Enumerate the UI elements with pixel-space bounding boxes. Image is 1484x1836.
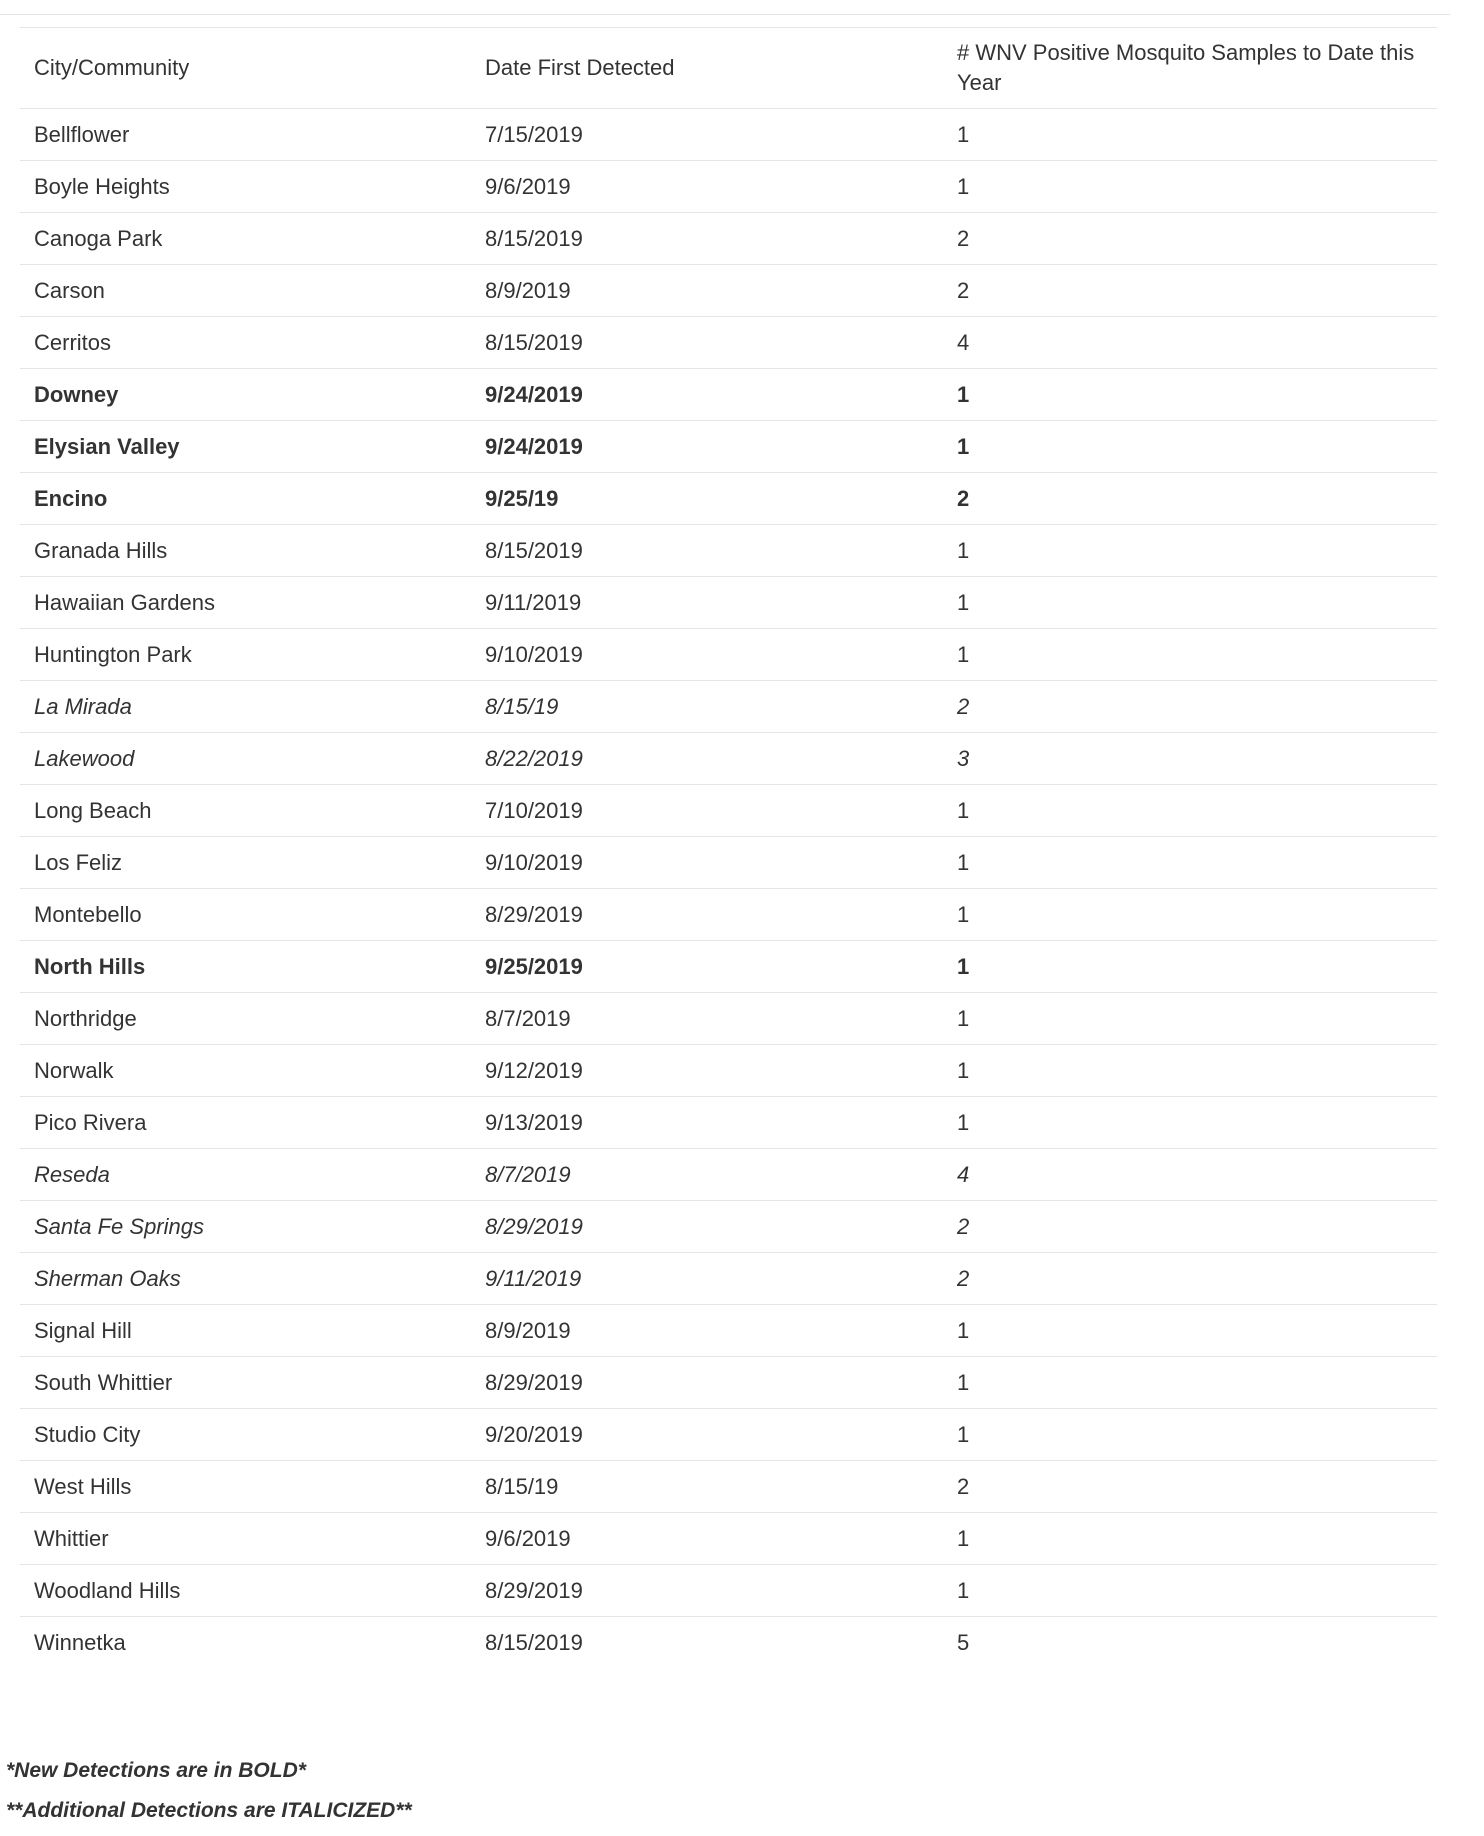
cell-date: 9/25/19: [471, 473, 943, 525]
cell-city: Encino: [20, 473, 471, 525]
cell-sample-count: 3: [943, 733, 1437, 785]
cell-sample-count: 2: [943, 473, 1437, 525]
table-row: [20, 369, 1437, 421]
cell-date: 8/29/2019: [471, 1565, 943, 1617]
table-row: [20, 889, 1437, 941]
cell-city: Hawaiian Gardens: [20, 577, 471, 629]
cell-sample-count: 2: [943, 681, 1437, 733]
cell-date: 9/13/2019: [471, 1097, 943, 1149]
cell-date: 8/22/2019: [471, 733, 943, 785]
cell-date: 9/6/2019: [471, 161, 943, 213]
cell-city: Montebello: [20, 889, 471, 941]
table-row: [20, 317, 1437, 369]
cell-sample-count: 2: [943, 1201, 1437, 1253]
table-row: [20, 1149, 1437, 1201]
cell-date: 8/9/2019: [471, 265, 943, 317]
cell-city: Santa Fe Springs: [20, 1201, 471, 1253]
cell-sample-count: 1: [943, 109, 1437, 161]
cell-date: 9/20/2019: [471, 1409, 943, 1461]
cell-city: Northridge: [20, 993, 471, 1045]
table-row: [20, 1253, 1437, 1305]
table-row: [20, 1305, 1437, 1357]
cell-date: 9/12/2019: [471, 1045, 943, 1097]
cell-date: 7/10/2019: [471, 785, 943, 837]
cell-date: 8/7/2019: [471, 993, 943, 1045]
table-row: [20, 629, 1437, 681]
cell-date: 8/15/19: [471, 681, 943, 733]
bold-legend-note: *New Detections are in BOLD*: [6, 1759, 306, 1782]
cell-sample-count: 1: [943, 993, 1437, 1045]
cell-date: 8/7/2019: [471, 1149, 943, 1201]
cell-date: 8/29/2019: [471, 1357, 943, 1409]
cell-sample-count: 1: [943, 1565, 1437, 1617]
cell-sample-count: 2: [943, 213, 1437, 265]
table-body: [20, 109, 1437, 1669]
cell-sample-count: 1: [943, 577, 1437, 629]
cell-sample-count: 1: [943, 369, 1437, 421]
cell-city: La Mirada: [20, 681, 471, 733]
table-row: [20, 837, 1437, 889]
table-row: [20, 1357, 1437, 1409]
table-row: [20, 941, 1437, 993]
cell-sample-count: 1: [943, 421, 1437, 473]
cell-city: Bellflower: [20, 109, 471, 161]
cell-sample-count: 1: [943, 837, 1437, 889]
cell-sample-count: 1: [943, 1097, 1437, 1149]
cell-date: 7/15/2019: [471, 109, 943, 161]
table-header: [20, 28, 1437, 109]
italic-legend-note: **Additional Detections are ITALICIZED**: [6, 1799, 412, 1822]
cell-sample-count: 4: [943, 1149, 1437, 1201]
cell-city: Whittier: [20, 1513, 471, 1565]
cell-sample-count: 1: [943, 1513, 1437, 1565]
cell-date: 8/15/19: [471, 1461, 943, 1513]
cell-date: 9/25/2019: [471, 941, 943, 993]
cell-sample-count: 1: [943, 1305, 1437, 1357]
cell-city: Los Feliz: [20, 837, 471, 889]
cell-city: Sherman Oaks: [20, 1253, 471, 1305]
cell-date: 9/10/2019: [471, 629, 943, 681]
cell-city: Pico Rivera: [20, 1097, 471, 1149]
table-row: [20, 1097, 1437, 1149]
cell-city: Boyle Heights: [20, 161, 471, 213]
table-row: [20, 213, 1437, 265]
table-row: [20, 1409, 1437, 1461]
cell-sample-count: 1: [943, 941, 1437, 993]
cell-city: Canoga Park: [20, 213, 471, 265]
table-row: [20, 161, 1437, 213]
cell-date: 8/29/2019: [471, 889, 943, 941]
cell-date: 8/15/2019: [485, 1629, 583, 1655]
cell-city: Studio City: [20, 1409, 471, 1461]
cell-city: Norwalk: [20, 1045, 471, 1097]
header-date-first-detected: Date First Detected: [471, 28, 943, 109]
cell-date: 9/11/2019: [471, 577, 943, 629]
top-divider: [0, 14, 1450, 15]
cell-sample-count: 1: [943, 785, 1437, 837]
wnv-detections-table: [20, 27, 1437, 1669]
cell-date: 8/15/2019: [471, 213, 943, 265]
table-row: [20, 733, 1437, 785]
cell-sample-count: 1: [943, 629, 1437, 681]
cell-date: 9/24/2019: [471, 369, 943, 421]
cell-city: Long Beach: [20, 785, 471, 837]
cell-sample-count: 1: [943, 1409, 1437, 1461]
cell-city: Winnetka: [34, 1629, 126, 1655]
table-row: [20, 473, 1437, 525]
cell-date: 8/15/2019: [471, 525, 943, 577]
table-row: [20, 265, 1437, 317]
cell-date: 8/29/2019: [471, 1201, 943, 1253]
table-row: [20, 109, 1437, 161]
wnv-table-container: [20, 27, 1437, 1669]
table-row: [20, 525, 1437, 577]
header-row: [20, 28, 1437, 109]
cell-city: West Hills: [20, 1461, 471, 1513]
cell-city: Granada Hills: [20, 525, 471, 577]
cell-date: 9/11/2019: [471, 1253, 943, 1305]
cell-sample-count: 2: [943, 1253, 1437, 1305]
table-row: [20, 1513, 1437, 1565]
cell-city: Downey: [20, 369, 471, 421]
cell-sample-count: 1: [943, 525, 1437, 577]
table-row: [20, 1617, 1437, 1669]
cell-sample-count: 4: [943, 317, 1437, 369]
cell-city: South Whittier: [20, 1357, 471, 1409]
cell-city: Woodland Hills: [20, 1565, 471, 1617]
cell-sample-count: 2: [943, 1461, 1437, 1513]
cell-sample-count: 1: [943, 161, 1437, 213]
cell-city: Lakewood: [20, 733, 471, 785]
cell-date: 8/15/2019: [471, 317, 943, 369]
table-row: [20, 681, 1437, 733]
header-city: City/Community: [20, 28, 471, 109]
table-row: [20, 577, 1437, 629]
cell-date: 9/10/2019: [471, 837, 943, 889]
cell-sample-count: 5: [957, 1629, 970, 1655]
cell-date: 9/24/2019: [471, 421, 943, 473]
cell-city: North Hills: [20, 941, 471, 993]
cell-city: Huntington Park: [20, 629, 471, 681]
cell-sample-count: 1: [943, 1045, 1437, 1097]
cell-sample-count: 1: [943, 889, 1437, 941]
cell-city: Reseda: [20, 1149, 471, 1201]
cell-sample-count: 1: [943, 1357, 1437, 1409]
table-row: [20, 1461, 1437, 1513]
table-row: [20, 1565, 1437, 1617]
legend-notes: [6, 1756, 412, 1836]
cell-city: Cerritos: [20, 317, 471, 369]
table-row: [20, 421, 1437, 473]
cell-sample-count: 2: [943, 265, 1437, 317]
table-row: [20, 785, 1437, 837]
table-row: [20, 993, 1437, 1045]
header-positive-samples: # WNV Positive Mosquito Samples to Date this Year: [943, 28, 1437, 109]
table-row: [20, 1201, 1437, 1253]
cell-city: Signal Hill: [20, 1305, 471, 1357]
cell-date: 8/9/2019: [471, 1305, 943, 1357]
table-row: [20, 1045, 1437, 1097]
cell-date: 9/6/2019: [471, 1513, 943, 1565]
cell-city: Carson: [20, 265, 471, 317]
cell-city: Elysian Valley: [20, 421, 471, 473]
